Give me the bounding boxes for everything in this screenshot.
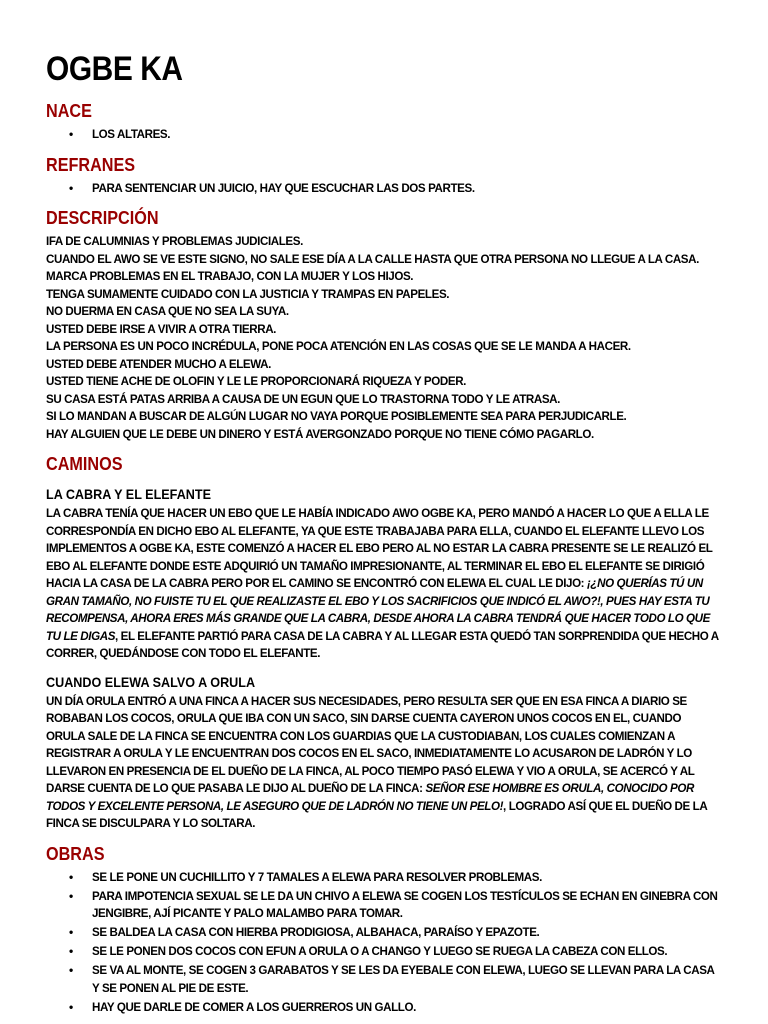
descripcion-body <box>46 233 722 443</box>
refranes-item: • PARA SENTENCIAR UN JUICIO, HAY QUE ESCUCHAR LAS DOS PARTES. <box>92 180 722 198</box>
section-heading-nace: NACE <box>46 101 92 121</box>
path-story-elewa-orula <box>46 693 722 833</box>
refranes-list <box>46 180 722 198</box>
obras-item: • SE VA AL MONTE, SE COGEN 3 GARABATOS Y SE LES DA EYEBALE CON ELEWA, LUEGO SE LLEVAN PARA LA CASA Y SE PONEN AL PIE DE ESTE. <box>92 962 722 997</box>
story-text: UN DÍA ORULA ENTRÓ A UNA FINCA A HACER SUS NECESIDADES, PERO RESULTA SER QUE EN ESA FINCA A DIARIO SE ROBABAN LOS COCOS, ORULA QUE IBA CON UN SACO, SIN DARSE CUENTA CAYERON UNOS COCOS EN EL, CUANDO ORULA SALE DE LA FINCA SE ENCUENTRA CON LOS GUARDIAS QUE LA CUSTODIABAN, LOS CUALES COMIENZAN A REGISTRAR A ORULA Y LE ENCUENTRAN DOS COCOS EN EL SACO, INMEDIATAMENTE LO ACUSARON DE LADRÓN Y LO LLEVARON EN PRESENCIA DE EL DUEÑO DE LA FINCA, AL POCO TIEMPO PASÓ ELEWA Y VIO A ORULA, SE ACERCÓ Y AL DARSE CUENTA DE LO QUE PASABA LE DIJO AL DUEÑO DE LA FINCA: <box>46 694 695 795</box>
descripcion-line: USTED DEBE ATENDER MUCHO A ELEWA. <box>46 357 271 371</box>
obras-list <box>46 869 722 1017</box>
descripcion-line: SI LO MANDAN A BUSCAR DE ALGÚN LUGAR NO VAYA PORQUE POSIBLEMENTE SEA PARA PERJUDICARLE. <box>46 410 627 423</box>
nace-list <box>46 126 722 144</box>
descripcion-line: MARCA PROBLEMAS EN EL TRABAJO, CON LA MUJER Y LOS HIJOS. <box>46 270 414 283</box>
section-heading-caminos: CAMINOS <box>46 454 123 474</box>
obras-item: • PARA IMPOTENCIA SEXUAL SE LE DA UN CHIVO A ELEWA SE COGEN LOS TESTÍCULOS SE ECHAN EN GINEBRA CON JENGIBRE, AJÍ PICANTE Y PALO MALAMBO PARA TOMAR. <box>92 888 722 923</box>
path-story-cabra-elefante <box>46 505 722 663</box>
descripcion-line: HAY ALGUIEN QUE LE DEBE UN DINERO Y ESTÁ AVERGONZADO PORQUE NO TIENE CÓMO PAGARLO. <box>46 427 594 441</box>
descripcion-line: NO DUERMA EN CASA QUE NO SEA LA SUYA. <box>46 305 289 318</box>
descripcion-line: TENGA SUMAMENTE CUIDADO CON LA JUSTICIA Y TRAMPAS EN PAPELES. <box>46 287 450 301</box>
story-quote: SEÑOR ESE HOMBRE ES ORULA, CONOCIDO POR TODOS Y EXCELENTE PERSONA, LE ASEGURO QUE DE LADRÓN NO TIENE UN PELO! <box>46 782 694 813</box>
path-title-elewa-orula: CUANDO ELEWA SALVO A ORULA <box>46 673 256 690</box>
section-heading-obras: OBRAS <box>46 843 105 864</box>
story-quote: ¡¿NO QUERÍAS TÚ UN GRAN TAMAÑO, NO FUISTE TU EL QUE REALIZASTE EL EBO Y LOS SACRIFICIOS QUE INDICÓ EL AWO?!, PUES HAY ESTA TU RECOMPENSA, AHORA ERES MÁS GRANDE QUE LA CABRA, DESDE AHORA LA CABRA TENDRÁ QUE HACER TODO LO QUE TU LE DIGAS <box>46 577 710 643</box>
obras-item: • SE LE PONE UN CUCHILLITO Y 7 TAMALES A ELEWA PARA RESOLVER PROBLEMAS. <box>92 869 722 887</box>
obras-item: • SE BALDEA LA CASA CON HIERBA PRODIGIOSA, ALBAHACA, PARAÍSO Y EPAZOTE. <box>92 924 722 942</box>
story-text: LA CABRA TENÍA QUE HACER UN EBO QUE LE HABÍA INDICADO AWO OGBE KA, PERO MANDÓ A HACER LO QUE A ELLA LE CORRESPONDÍA EN DICHO EBO AL ELEFANTE, YA QUE ESTE TRABAJABA PARA ELLA, CUANDO EL ELEFANTE LLEVO LOS IMPLEMENTOS A OGBE KA, ESTE COMENZÓ A HACER EL EBO PERO AL NO ESTAR LA CABRA PRESENTE SE LE REALIZÓ EL EBO AL ELEFANTE DONDE ESTE ADQUIRIÓ UN TAMAÑO IMPRESIONANTE, AL TERMINAR EL EBO EL ELEFANTE SE DIRIGIÓ HACIA LA CASA DE LA CABRA PERO POR EL CAMINO SE ENCONTRÓ CON ELEWA EL CUAL LE DIJO: <box>46 507 713 590</box>
section-heading-descripcion: DESCRIPCIÓN <box>46 208 159 228</box>
descripcion-line: CUANDO EL AWO SE VE ESTE SIGNO, NO SALE ESE DÍA A LA CALLE HASTA QUE OTRA PERSONA NO LLEGUE A LA CASA. <box>46 252 699 266</box>
story-text: , EL ELEFANTE PARTIÓ PARA CASA DE LA CABRA Y AL LLEGAR ESTA QUEDÓ TAN SORPRENDIDA QUE HECHO A CORRER, QUEDÁNDOSE CON TODO EL ELEFANTE. <box>46 629 719 660</box>
nace-item: • LOS ALTARES. <box>92 126 722 144</box>
story-text: , LOGRADO ASÍ QUE EL DUEÑO DE LA FINCA SE DISCULPARA Y LO SOLTARA. <box>46 799 707 830</box>
obras-item: • SE LE PONEN DOS COCOS CON EFUN A ORULA O A CHANGO Y LUEGO SE RUEGA LA CABEZA CON ELLOS. <box>92 943 722 961</box>
path-title-cabra-elefante: LA CABRA Y EL ELEFANTE <box>46 486 211 502</box>
descripcion-line: IFA DE CALUMNIAS Y PROBLEMAS JUDICIALES. <box>46 235 303 248</box>
descripcion-line: USTED DEBE IRSE A VIVIR A OTRA TIERRA. <box>46 322 277 336</box>
descripcion-line: LA PERSONA ES UN POCO INCRÉDULA, PONE POCA ATENCIÓN EN LAS COSAS QUE SE LE MANDA A HACER. <box>46 340 631 353</box>
document-title: OGBE KA <box>46 50 183 88</box>
obras-item: • HAY QUE DARLE DE COMER A LOS GUERREROS UN GALLO. <box>92 999 722 1017</box>
section-heading-refranes: REFRANES <box>46 154 136 175</box>
descripcion-line: SU CASA ESTÁ PATAS ARRIBA A CAUSA DE UN EGUN QUE LO TRASTORNA TODO Y LE ATRASA. <box>46 392 560 406</box>
descripcion-line: USTED TIENE ACHE DE OLOFIN Y LE LE PROPORCIONARÁ RIQUEZA Y PODER. <box>46 375 466 388</box>
